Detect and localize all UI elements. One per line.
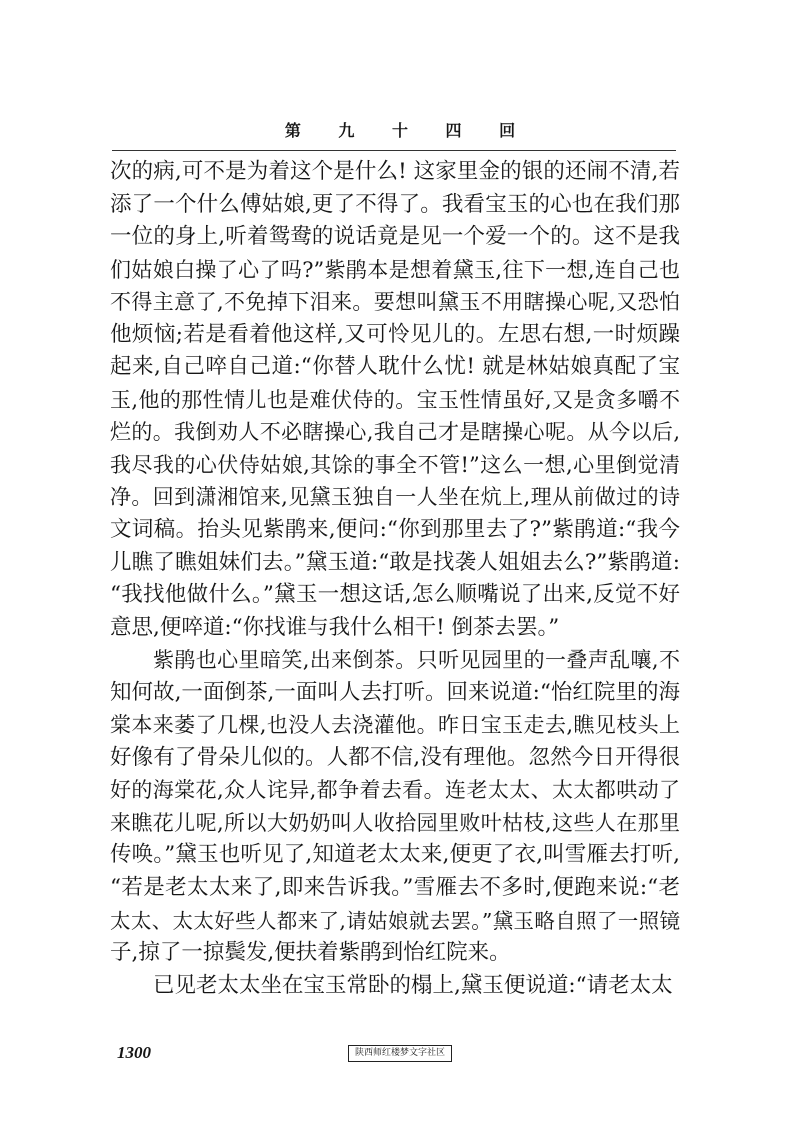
text-line: 玉,他的那性情儿也是难伏侍的。宝玉性情虽好,又是贪多嚼不 <box>110 387 680 412</box>
text-line: 不得主意了,不免掉下泪来。要想叫黛玉不用瞎操心呢,又恐怕 <box>110 290 680 315</box>
text-line: 文词稿。抬头见紫鹃来,便问:“你到那里去了?”紫鹃道:“我今 <box>110 517 680 543</box>
text-line: 他烦恼;若是看着他这样,又可怜见儿的。左思右想,一时烦躁 <box>110 321 680 347</box>
text-line: 起来,自己啐自己道:“你替人耽什么忧! 就是林姑娘真配了宝 <box>110 354 680 380</box>
text-line: 好的海棠花,众人诧异,都争着去看。连老太太、太太都哄动了 <box>110 778 680 803</box>
text-line: 一位的身上,听着鸳鸯的说话竟是见一个爱一个的。这不是我 <box>110 224 680 250</box>
watermark-stamp: 陕西师红楼梦文字社区 <box>348 1045 452 1062</box>
text-line: 知何故,一面倒茶,一面叫人去打听。回来说道:“怡红院里的海 <box>110 679 680 705</box>
text-line: 们姑娘白操了心了吗?”紫鹃本是想着黛玉,往下一想,连自己也 <box>110 257 680 282</box>
text-line: 我尽我的心伏侍姑娘,其馀的事全不管!”这么一想,心里倒觉清 <box>110 452 680 477</box>
text-line: 太太、太太好些人都来了,请姑娘就去罢。”黛玉略自照了一照镜 <box>110 908 680 933</box>
page-number: 1300 <box>117 1043 151 1062</box>
text-line: 来瞧花儿呢,所以大奶奶叫人收拾园里败叶枯枝,这些人在那里 <box>110 810 680 835</box>
text-line: 添了一个什么傅姑娘,更了不得了。我看宝玉的心也在我们那 <box>110 191 680 217</box>
text-line: 棠本来萎了几棵,也没人去浇灌他。昨日宝玉走去,瞧见枝头上 <box>110 713 680 738</box>
header-divider <box>112 150 676 151</box>
text-line: 子,掠了一掠鬓发,便扶着紫鹃到怡红院来。 <box>110 940 511 966</box>
text-line: “若是老太太来了,即来告诉我。”雪雁去不多时,便跑来说:“老 <box>110 875 680 901</box>
text-line: 意思,便啐道:“你找谁与我什么相干! 倒茶去罢。” <box>110 614 560 640</box>
text-line: 紫鹃也心里暗笑,出来倒茶。只听见园里的一叠声乱嚷,不 <box>153 648 680 673</box>
body-text <box>110 156 680 1002</box>
text-line: 传唤。”黛玉也听见了,知道老太太来,便更了衣,叫雪雁去打听, <box>110 842 680 868</box>
text-line: 儿瞧了瞧姐妹们去。”黛玉道:“敢是找袭人姐姐去么?”紫鹃道: <box>110 549 680 575</box>
text-line: “我找他做什么。”黛玉一想这话,怎么顺嘴说了出来,反觉不好 <box>110 582 680 608</box>
text-line: 烂的。我倒劝人不必瞎操心,我自己才是瞎操心呢。从今以后, <box>110 420 680 445</box>
text-line: 已见老太太坐在宝玉常卧的榻上,黛玉便说道:“请老太太 <box>153 972 673 998</box>
text-line: 次的病,可不是为着这个是什么! 这家里金的银的还闹不清,若 <box>110 159 680 184</box>
text-line: 好像有了骨朵儿似的。人都不信,没有理他。忽然今日开得很 <box>110 744 680 770</box>
chapter-title: 第 九 十 四 回 <box>284 121 532 140</box>
text-line: 净。回到潇湘馆来,见黛玉独自一人坐在炕上,理从前做过的诗 <box>110 485 680 510</box>
